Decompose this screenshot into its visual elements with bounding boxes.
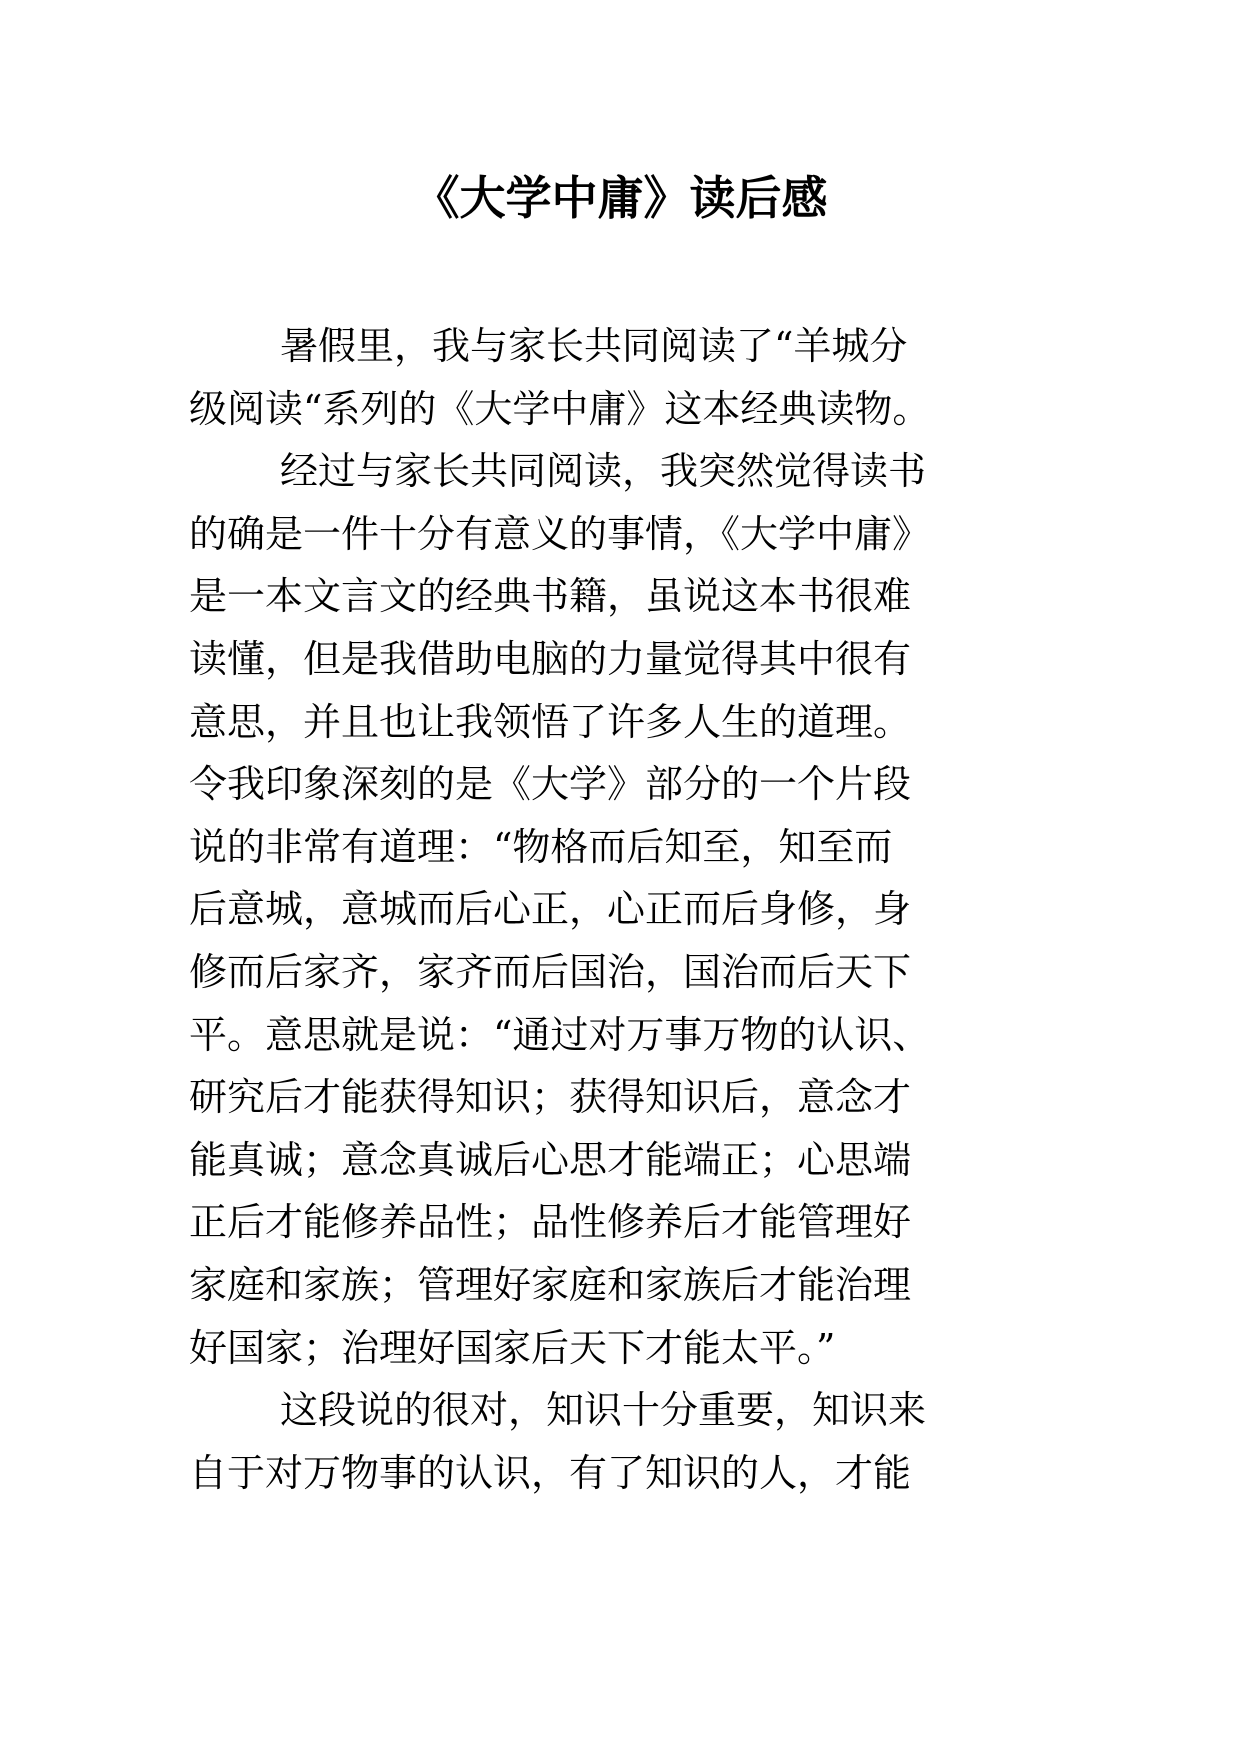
paragraph-2-line-4: 读懂，但是我借助电脑的力量觉得其中很有 — [189, 636, 912, 681]
paragraph-2-line-7: 说的非常有道理：“物格而后知至，知至而 — [189, 824, 893, 869]
paragraph-2-line-5: 意思，并且也让我领悟了许多人生的道理。 — [189, 699, 912, 744]
document-body — [189, 315, 1089, 1504]
paragraph-2-line-14: 家庭和家族；管理好家庭和家族后才能治理 — [189, 1262, 912, 1307]
paragraph-2-line-1: 经过与家长共同阅读，我突然觉得读书 — [280, 449, 927, 494]
document-title: 《大学中庸》读后感 — [413, 171, 828, 225]
paragraph-2-line-10: 平。意思就是说：“通过对万事万物的认识、 — [189, 1012, 931, 1057]
paragraph-2-line-9: 修而后家齐，家齐而后国治，国治而后天下 — [189, 949, 912, 994]
paragraph-2-line-3: 是一本文言文的经典书籍，虽说这本书很难 — [189, 574, 912, 619]
paragraph-3-line-1: 这段说的很对，知识十分重要，知识来 — [280, 1388, 927, 1433]
paragraph-2-line-12: 能真诚；意念真诚后心思才能端正；心思端 — [189, 1137, 912, 1182]
paragraph-1-line-1: 暑假里，我与家长共同阅读了“羊城分 — [280, 324, 908, 368]
paragraph-2-line-6: 令我印象深刻的是《大学》部分的一个片段 — [189, 762, 912, 807]
paragraph-2-line-8: 后意城，意城而后心正，心正而后身修，身 — [189, 887, 912, 932]
paragraph-2-line-2: 的确是一件十分有意义的事情，《大学中庸》 — [189, 511, 931, 556]
paragraph-1-line-2: 级阅读“系列的《大学中庸》这本经典读物。 — [189, 386, 931, 431]
paragraph-2-line-11: 研究后才能获得知识；获得知识后，意念才 — [189, 1075, 912, 1120]
paragraph-3-line-2: 自于对万物事的认识，有了知识的人，才能 — [189, 1450, 912, 1495]
paragraph-2-line-13: 正后才能修养品性；品性修养后才能管理好 — [189, 1200, 912, 1245]
paragraph-2-line-15: 好国家；治理好国家后天下才能太平。” — [189, 1325, 836, 1370]
